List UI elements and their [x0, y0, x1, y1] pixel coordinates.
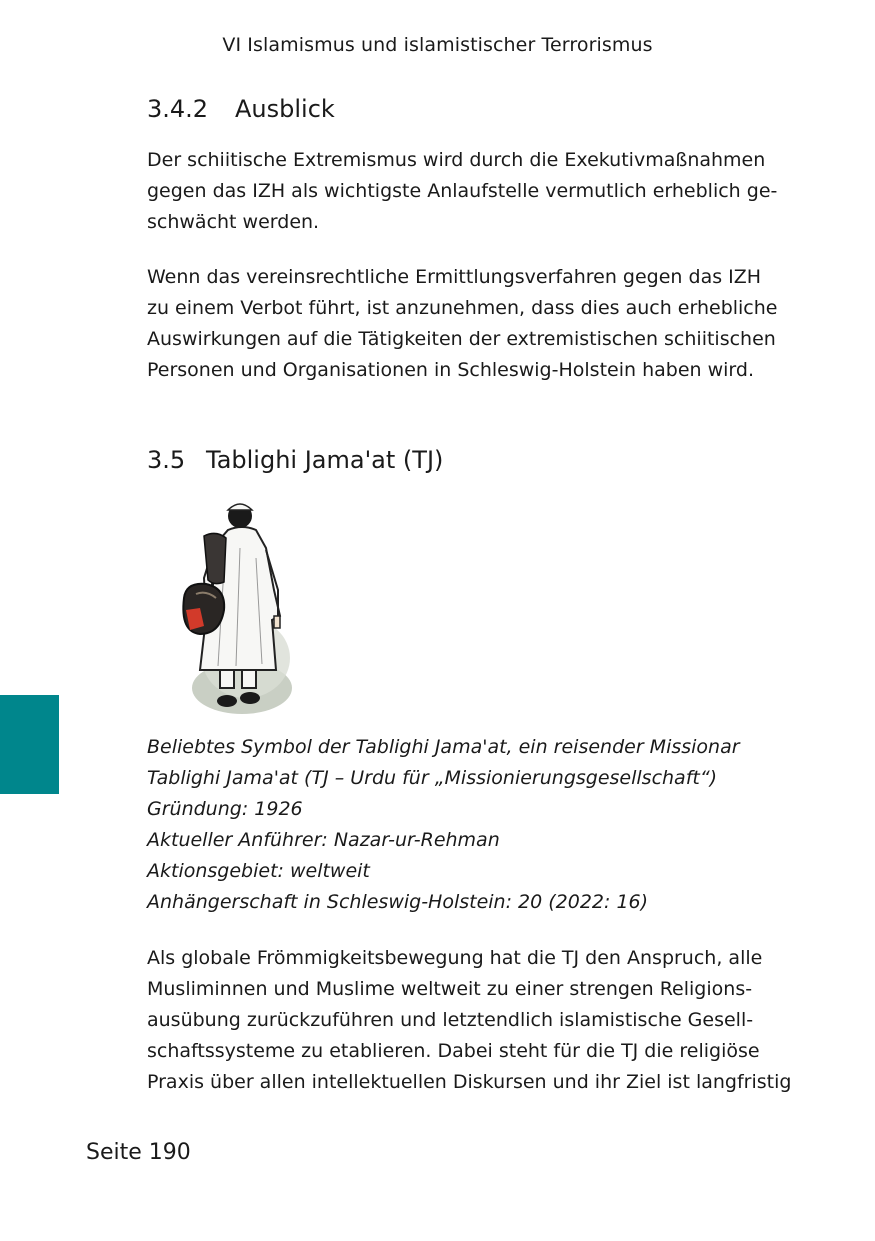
text-line: zu einem Verbot führt, ist anzunehmen, dass dies auch erhebliche [147, 297, 778, 319]
running-head: VI Islamismus und islamistischer Terrorismus [222, 34, 653, 56]
section-heading-3-4-2 [147, 95, 335, 123]
info-line: Aktionsgebiet: weltweit [147, 860, 370, 882]
info-line: Aktueller Anführer: Nazar-ur-Rehman [147, 829, 500, 851]
text-line: gegen das IZH als wichtigste Anlaufstelle vermutlich erheblich ge- [147, 180, 778, 202]
text-line: Auswirkungen auf die Tätigkeiten der extremistischen schiitischen [147, 328, 776, 350]
text-line: Wenn das vereinsrechtliche Ermittlungsverfahren gegen das IZH [147, 266, 762, 288]
text-line: Praxis über allen intellektuellen Diskursen und ihr Ziel ist langfristig [147, 1071, 792, 1093]
chapter-tab [0, 695, 59, 794]
text-line: Als globale Frömmigkeitsbewegung hat die TJ den Anspruch, alle [147, 947, 763, 969]
paragraph-1 [147, 145, 787, 238]
text-line: schwächt werden. [147, 211, 320, 233]
text-line: Personen und Organisationen in Schleswig-Holstein haben wird. [147, 359, 754, 381]
missionary-figure-icon [170, 498, 300, 718]
paragraph-2 [147, 262, 787, 386]
section-number: 3.4.2 [147, 95, 209, 123]
section-number: 3.5 [147, 446, 186, 474]
info-line: Beliebtes Symbol der Tablighi Jama'at, ein reisender Missionar [147, 736, 740, 758]
info-line: Gründung: 1926 [147, 798, 303, 820]
section-title: Tablighi Jama'at (TJ) [206, 446, 444, 474]
info-line: Tablighi Jama'at (TJ – Urdu für „Missionierungsgesellschaft“) [147, 767, 718, 789]
page-number: Seite 190 [86, 1140, 191, 1165]
text-line: ausübung zurückzuführen und letztendlich islamistische Gesell- [147, 1009, 754, 1031]
text-line: Musliminnen und Muslime weltweit zu einer strengen Religions- [147, 978, 753, 1000]
section-title: Ausblick [235, 95, 335, 123]
text-line: schaftssysteme zu etablieren. Dabei steht für die TJ die religiöse [147, 1040, 760, 1062]
section-heading-3-5 [147, 446, 443, 474]
info-box [147, 732, 787, 918]
paragraph-3 [147, 943, 792, 1098]
text-line: Der schiitische Extremismus wird durch die Exekutivmaßnahmen [147, 149, 766, 171]
info-line: Anhängerschaft in Schleswig-Holstein: 20 (2022: 16) [147, 891, 649, 913]
